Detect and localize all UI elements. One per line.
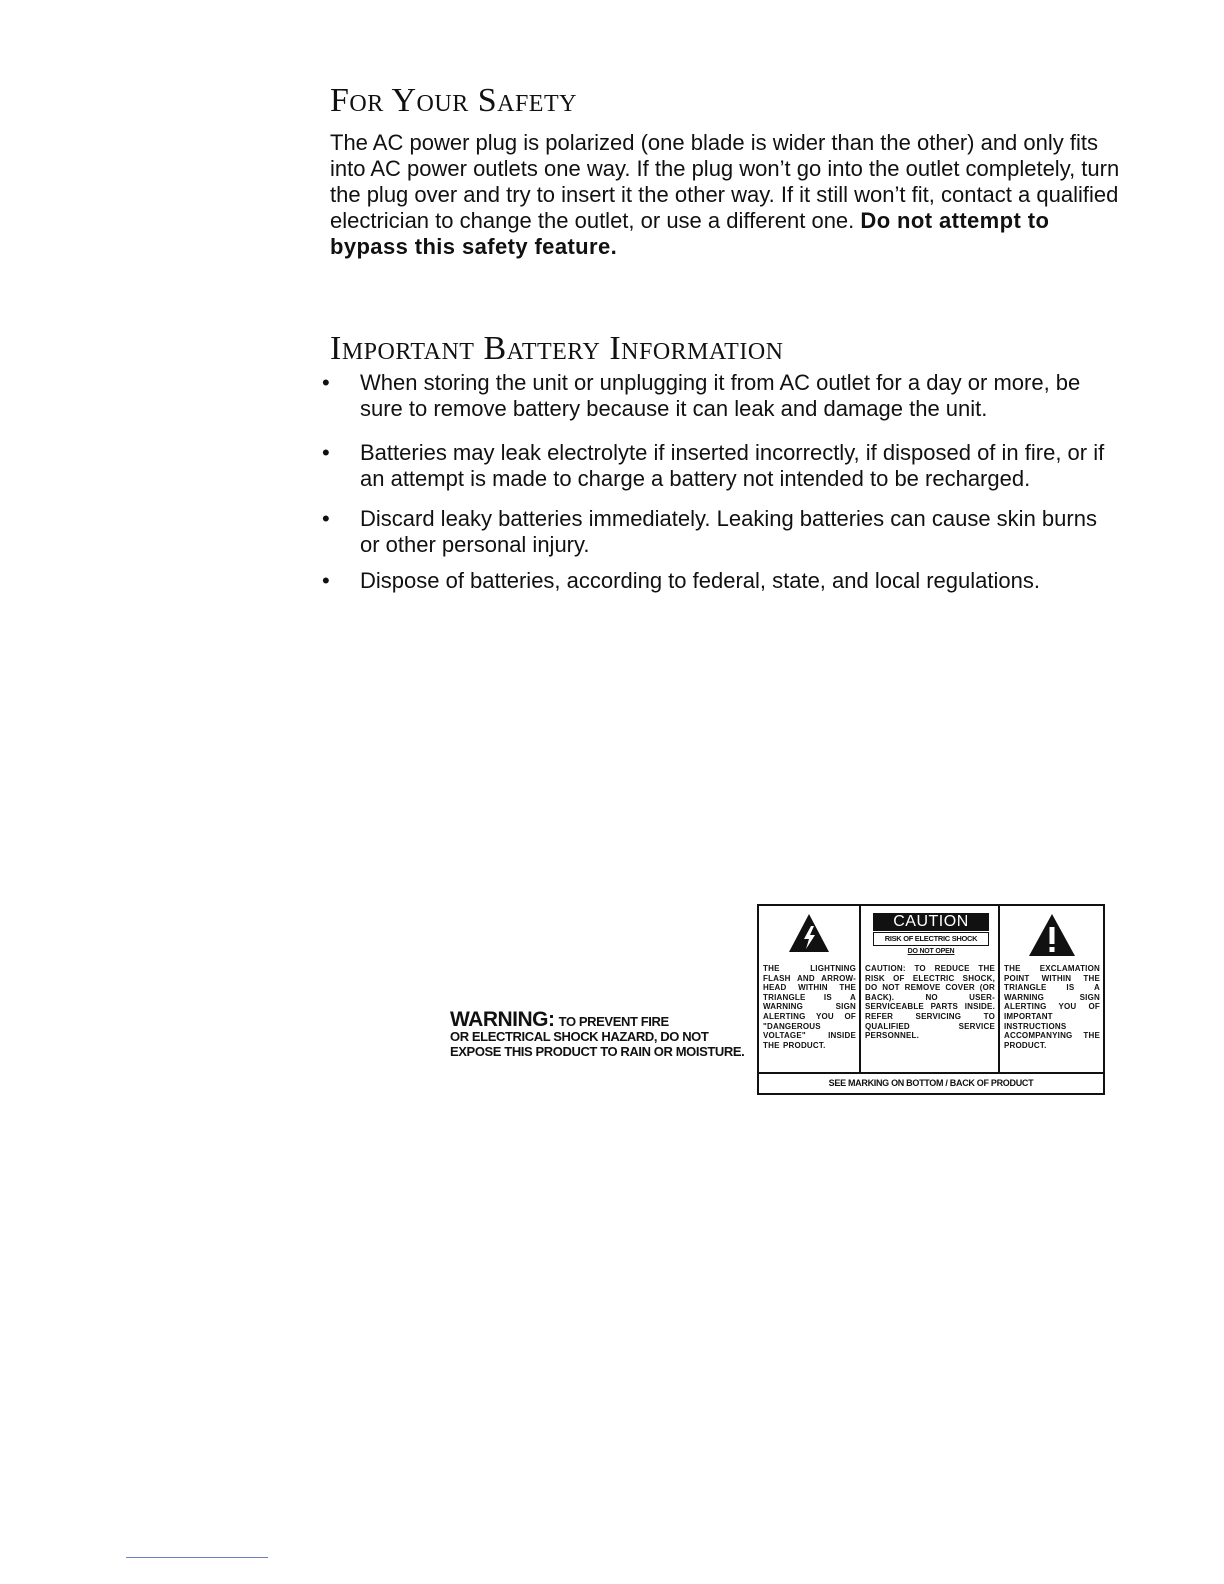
- list-item: • When storing the unit or unplugging it from AC outlet for a day or more, be sure to remove battery because it can leak and damage the unit.: [320, 370, 1120, 422]
- warning-label: WARNING:: [450, 1008, 555, 1031]
- battery-list: [320, 370, 1120, 594]
- caution-left-column: [759, 906, 861, 1072]
- battery-heading: Important Battery Information: [330, 330, 784, 367]
- caution-right-text: THE EXCLAMATION POINT WITHIN THE TRIANGLE IS A WARNING SIGN ALERTING YOU OF IMPORTANT INSTRUCTIONS ACCOMPANYING THE PRODUCT.: [1004, 964, 1100, 1050]
- caution-footer: SEE MARKING ON BOTTOM / BACK OF PRODUCT: [759, 1072, 1103, 1093]
- warning-text-1: TO PREVENT FIRE: [558, 1014, 669, 1029]
- caution-subtitle-1: RISK OF ELECTRIC SHOCK: [873, 932, 989, 946]
- list-item: • Dispose of batteries, according to federal, state, and local regulations.: [320, 568, 1120, 594]
- safety-text: The AC power plug is polarized (one blade is wider than the other) and only fits into AC power outlets one way. If the plug won’t go into the outlet completely, turn the plug over and try to insert it the other way. If it still won’t fit, contact a qualified electrician to change the outlet, or use a different one.: [330, 130, 1120, 233]
- caution-banner: CAUTION: [873, 913, 989, 931]
- lightning-warning-icon: [787, 912, 831, 954]
- list-item: • Batteries may leak electrolyte if inserted incorrectly, if disposed of in fire, or if an attempt is made to charge a battery not intended to be recharged.: [320, 440, 1120, 492]
- warning-text-2: OR ELECTRICAL SHOCK HAZARD, DO NOT EXPOSE THIS PRODUCT TO RAIN OR MOISTURE.: [450, 1029, 745, 1059]
- safety-paragraph: [330, 130, 1120, 260]
- footer-rule: [126, 1557, 268, 1558]
- caution-right-column: [1000, 906, 1103, 1072]
- caution-middle-column: [861, 906, 1000, 1072]
- caution-middle-text: CAUTION: TO REDUCE THE RISK OF ELECTRIC SHOCK, DO NOT REMOVE COVER (OR BACK). NO USER-SERVICEABLE PARTS INSIDE. REFER SERVICING TO QUALIFIED SERVICE PERSONNEL.: [865, 964, 995, 1041]
- caution-subtitle-2: DO NOT OPEN: [907, 948, 955, 955]
- exclamation-warning-icon: [1027, 912, 1077, 958]
- safety-heading: For Your Safety: [330, 82, 577, 119]
- caution-left-text: THE LIGHTNING FLASH AND ARROW-HEAD WITHIN THE TRIANGLE IS A WARNING SIGN ALERTING YOU OF "DANGEROUS VOLTAGE" INSIDE THE PRODUCT.: [763, 964, 856, 1050]
- warning-block: [450, 1008, 750, 1059]
- list-item: • Discard leaky batteries immediately. Leaking batteries can cause skin burns or other personal injury.: [320, 506, 1120, 558]
- safety-bold-text: Do not attempt to bypass this safety feature.: [330, 208, 1050, 259]
- caution-label: [757, 904, 1105, 1095]
